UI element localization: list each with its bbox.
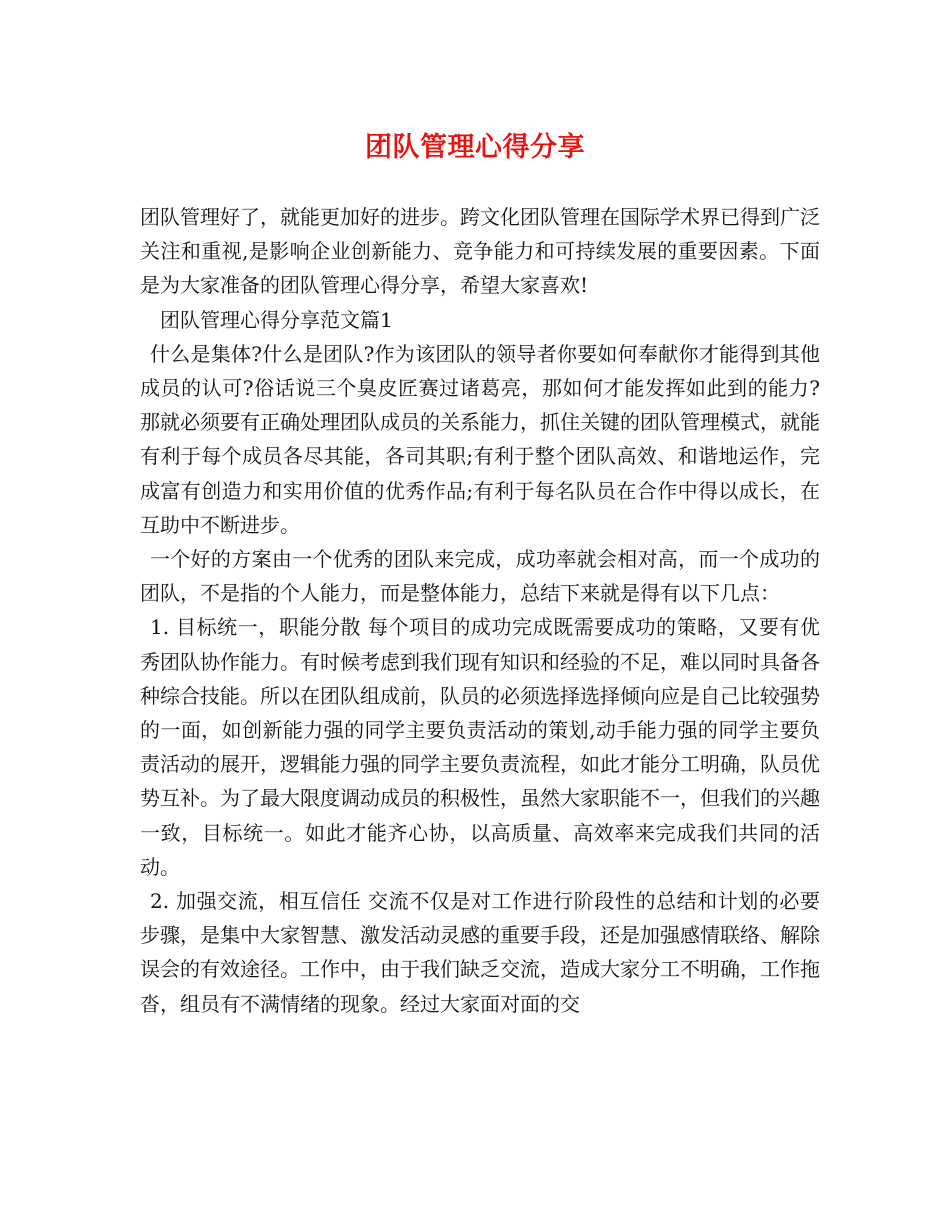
section-heading: 团队管理心得分享范文篇1	[160, 307, 393, 332]
list-item-paragraph: 1. 目标统一，职能分散 每个项目的成功完成既需要成功的策略，又要有优秀团队协作能力。有时候考虑到我们现有知识和经验的不足，难以同时具备各种综合技能。所以在团队组成前，队员的必须选择选择倾向应是自己比较强势的一面，如创新能力强的同学主要负责活动的策划,动手能力强的同学主要负责活动的展开，逻辑能力强的同学主要负责流程，如此才能分工明确，队员优势互补。为了最大限度调动成员的积极性，虽然大家职能不一，但我们的兴趣一致，目标统一。如此才能齐心协，以高质量、高效率来完成我们共同的活动。	[140, 615, 820, 879]
document-body	[140, 200, 820, 1021]
document-title: 团队管理心得分享	[365, 132, 585, 163]
body-paragraph: 一个好的方案由一个优秀的团队来完成，成功率就会相对高，而一个成功的团队，不是指的个人能力，而是整体能力，总结下来就是得有以下几点：	[140, 547, 820, 606]
list-item-paragraph: 2. 加强交流，相互信任 交流不仅是对工作进行阶段性的总结和计划的必要步骤，是集中大家智慧、激发活动灵感的重要手段，还是加强感情联络、解除误会的有效途径。工作中，由于我们缺乏交流，造成大家分工不明确，工作拖沓，组员有不满情绪的现象。经过大家面对面的交	[140, 889, 820, 1016]
body-paragraph: 什么是集体?什么是团队?作为该团队的领导者你要如何奉献你才能得到其他成员的认可?俗话说三个臭皮匠赛过诸葛亮，那如何才能发挥如此到的能力?那就必须要有正确处理团队成员的关系能力，抓住关键的团队管理模式，就能有利于每个成员各尽其能，各司其职;有利于整个团队高效、和谐地运作，完成富有创造力和实用价值的优秀作品;有利于每名队员在合作中得以成长，在互助中不断进步。	[140, 341, 820, 537]
intro-paragraph: 团队管理好了，就能更加好的进步。跨文化团队管理在国际学术界已得到广泛关注和重视,是影响企业创新能力、竞争能力和可持续发展的重要因素。下面是为大家准备的团队管理心得分享，希望大家喜欢!	[140, 205, 820, 298]
